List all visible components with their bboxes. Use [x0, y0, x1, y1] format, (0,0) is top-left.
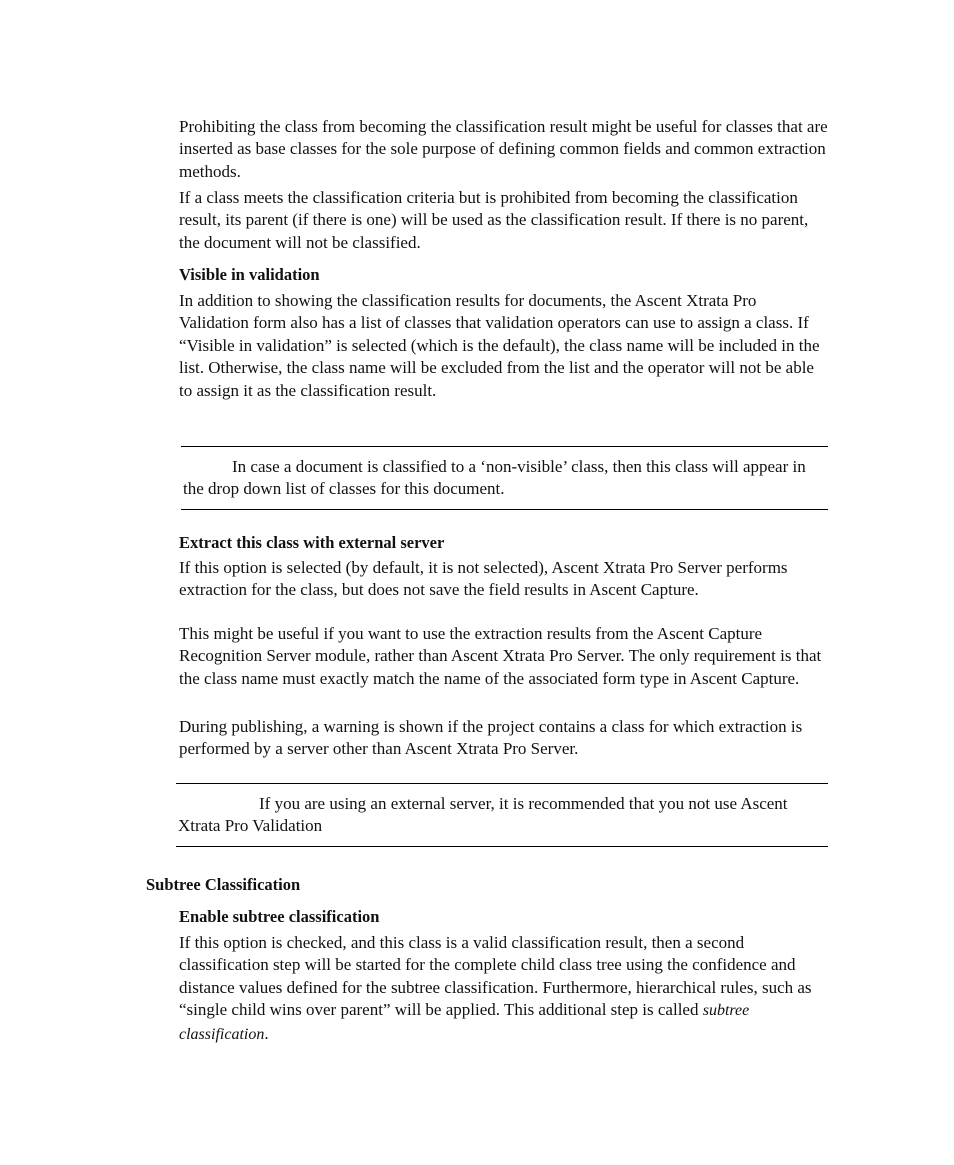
prohibit-paragraph-2: If a class meets the classification criteria but is prohibited from becoming the classification result, its parent (if there is one) will be used as the classification result. If there is no parent, the document will not be classified. — [179, 188, 809, 252]
visible-in-validation-heading: Visible in validation — [179, 265, 320, 284]
subtree-classification-heading: Subtree Classification — [146, 875, 301, 894]
subtree-paragraph-end: . — [264, 1023, 269, 1043]
subtree-paragraph-text: If this option is checked, and this class is a valid classification result, then a second classification step will be started for the complete child class tree using the confidence and distance values defined for the subtree classification. Furthermore, hierarchical rules, such as “single child wins over parent” will be applied. This additional step is called — [179, 933, 812, 1020]
visible-paragraph: In addition to showing the classification results for documents, the Ascent Xtrata Pro Validation form also has a list of classes that validation operators can use to assign a class. If “Visible in validation” is selected (which is the default), the class name will be included in the list. Otherwise, the class name will be excluded from the list and the operator will not be able to assign it as the classification result. — [179, 291, 820, 400]
external-server-heading: Extract this class with external server — [179, 533, 445, 552]
enable-subtree-heading: Enable subtree classification — [179, 907, 380, 926]
note-text-visible: In case a document is classified to a ‘non-visible’ class, then this class will appear in the drop down list of classes for this document. — [183, 457, 806, 499]
external-paragraph-1: If this option is selected (by default, it is not selected), Ascent Xtrata Pro Server performs extraction for the class, but does not save the field results in Ascent Capture. — [179, 558, 788, 600]
prohibit-paragraph-1: Prohibiting the class from becoming the classification result might be useful for classes that are inserted as base classes for the sole purpose of defining common fields and common extraction methods. — [179, 117, 828, 181]
note-box-external — [176, 783, 828, 847]
note-box-visible — [181, 446, 828, 510]
note-text-external: If you are using an external server, it is recommended that you not use Ascent Xtrata Pro Validation — [178, 794, 788, 836]
external-paragraph-2: This might be useful if you want to use the extraction results from the Ascent Capture Recognition Server module, rather than Ascent Xtrata Pro Server. The only requirement is that the class name must exactly match the name of the associated form type in Ascent Capture. — [179, 624, 822, 688]
subtree-paragraph — [179, 932, 829, 1046]
subtree-term: subtree classification — [179, 1002, 750, 1043]
external-paragraph-3: During publishing, a warning is shown if the project contains a class for which extraction is performed by a server other than Ascent Xtrata Pro Server. — [179, 717, 803, 759]
